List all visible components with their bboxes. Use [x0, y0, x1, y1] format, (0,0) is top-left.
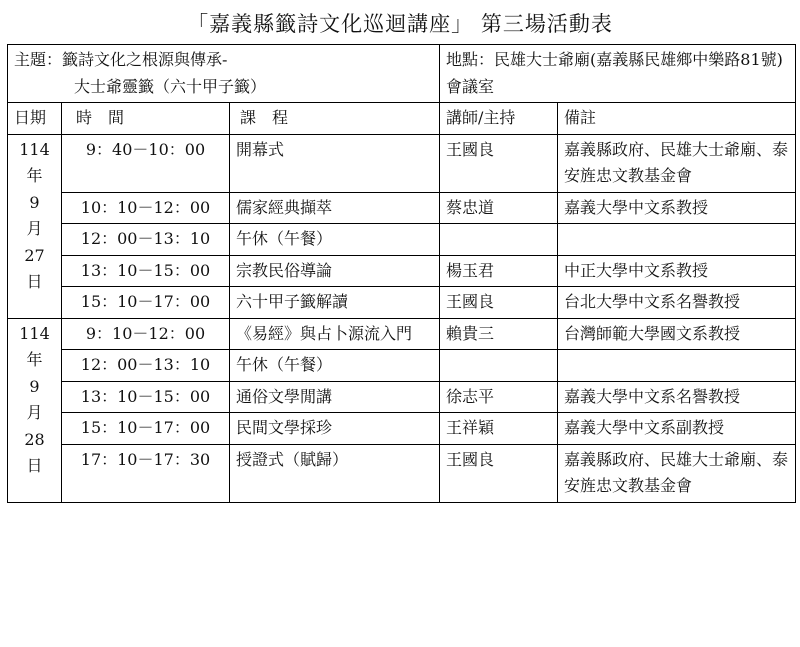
session-row — [8, 444, 796, 502]
header-course: 課 程 — [230, 103, 440, 135]
session-course: 民間文學採珍 — [230, 413, 440, 445]
date-part: 114 — [19, 323, 50, 343]
session-time: 15：10－17：00 — [62, 413, 230, 445]
session-course: 午休（午餐） — [230, 224, 440, 256]
session-time: 13：10－15：00 — [62, 255, 230, 287]
header-date: 日期 — [8, 103, 62, 135]
session-row — [8, 381, 796, 413]
date-part: 日 — [26, 272, 43, 291]
session-lecturer: 王國良 — [440, 287, 558, 319]
session-note: 嘉義縣政府、民雄大士爺廟、泰安旌忠文教基金會 — [558, 444, 796, 502]
header-row — [8, 103, 796, 135]
session-note: 中正大學中文系教授 — [558, 255, 796, 287]
session-lecturer: 王祥穎 — [440, 413, 558, 445]
date-part: 日 — [26, 456, 43, 475]
session-course: 宗教民俗導論 — [230, 255, 440, 287]
theme-line-1: 主題：籤詩文化之根源與傳承- — [14, 50, 228, 69]
session-time: 15：10－17：00 — [62, 287, 230, 319]
session-row — [8, 350, 796, 382]
session-note: 台北大學中文系名譽教授 — [558, 287, 796, 319]
session-note: 台灣師範大學國文系教授 — [558, 318, 796, 350]
header-lecturer: 講師/主持 — [440, 103, 558, 135]
session-time: 17：10－17：30 — [62, 444, 230, 502]
session-course: 通俗文學閒講 — [230, 381, 440, 413]
session-note — [558, 224, 796, 256]
session-time: 9：40－10：00 — [62, 134, 230, 192]
date-part: 9 — [29, 192, 40, 212]
date-cell — [8, 318, 62, 502]
session-row — [8, 413, 796, 445]
session-row — [8, 287, 796, 319]
header-note: 備註 — [558, 103, 796, 135]
session-lecturer: 王國良 — [440, 444, 558, 502]
session-time: 13：10－15：00 — [62, 381, 230, 413]
date-cell — [8, 134, 62, 318]
session-note: 嘉義大學中文系教授 — [558, 192, 796, 224]
date-part: 114 — [19, 139, 50, 159]
session-row — [8, 255, 796, 287]
session-lecturer: 王國良 — [440, 134, 558, 192]
session-course: 《易經》與占卜源流入門 — [230, 318, 440, 350]
theme-line-2: 大士爺靈籤（六十甲子籤） — [74, 76, 267, 96]
session-lecturer: 楊玉君 — [440, 255, 558, 287]
info-row — [8, 45, 796, 103]
schedule-table — [7, 44, 796, 503]
session-time: 12：00－13：10 — [62, 350, 230, 382]
session-row — [8, 318, 796, 350]
session-lecturer — [440, 350, 558, 382]
session-note: 嘉義縣政府、民雄大士爺廟、泰安旌忠文教基金會 — [558, 134, 796, 192]
document-title: 「嘉義縣籤詩文化巡迴講座」 第三場活動表 — [187, 12, 613, 36]
session-note: 嘉義大學中文系名譽教授 — [558, 381, 796, 413]
date-part: 月 — [26, 403, 43, 422]
date-part: 月 — [26, 219, 43, 238]
session-lecturer: 徐志平 — [440, 381, 558, 413]
date-part: 年 — [26, 350, 43, 369]
session-row — [8, 192, 796, 224]
date-part: 28 — [24, 429, 45, 449]
session-course: 儒家經典擷萃 — [230, 192, 440, 224]
session-note — [558, 350, 796, 382]
date-part: 27 — [24, 245, 45, 265]
session-lecturer: 賴貴三 — [440, 318, 558, 350]
session-time: 10：10－12：00 — [62, 192, 230, 224]
session-course: 授證式（賦歸） — [230, 444, 440, 502]
session-row — [8, 134, 796, 192]
theme-cell — [8, 45, 440, 103]
session-time: 9：10－12：00 — [62, 318, 230, 350]
location-cell: 地點：民雄大士爺廟(嘉義縣民雄鄉中樂路81號)會議室 — [440, 45, 796, 103]
date-part: 年 — [26, 166, 43, 185]
session-course: 午休（午餐） — [230, 350, 440, 382]
session-course: 開幕式 — [230, 134, 440, 192]
session-row — [8, 224, 796, 256]
session-lecturer — [440, 224, 558, 256]
session-time: 12：00－13：10 — [62, 224, 230, 256]
session-lecturer: 蔡忠道 — [440, 192, 558, 224]
header-time: 時 間 — [62, 103, 230, 135]
date-part: 9 — [29, 376, 40, 396]
session-course: 六十甲子籤解讀 — [230, 287, 440, 319]
session-note: 嘉義大學中文系副教授 — [558, 413, 796, 445]
